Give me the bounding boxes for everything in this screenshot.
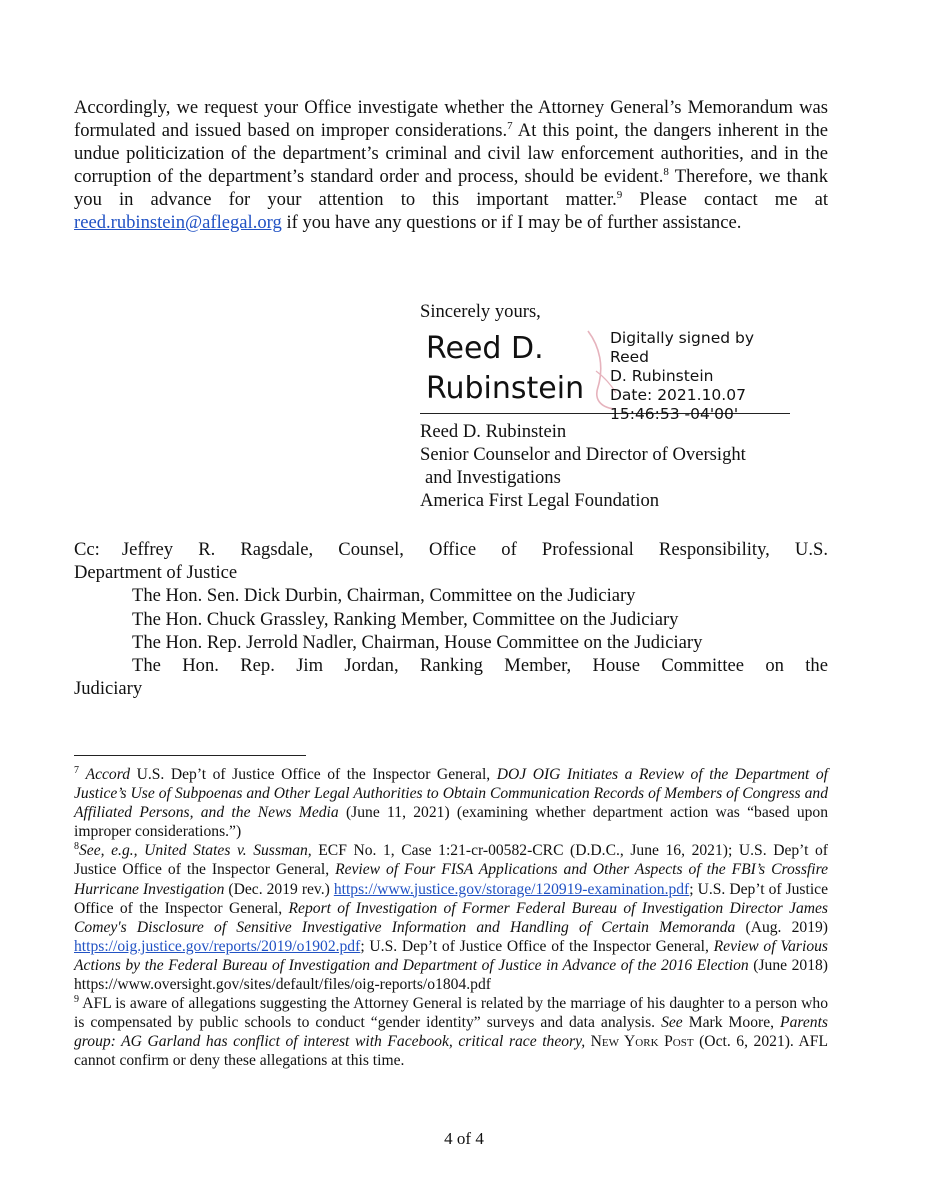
cc-line-5: The Hon. Rep. Jim Jordan, Ranking Member, House Committee on the bbox=[132, 655, 828, 677]
footnote-7: $^7$ Accord U.S. Dep’t of Justice Office of the Inspector General, DOJ OIG Initiates a Review of the Department of Justice’s Use of Subpoenas and Other Legal Authorities to Obtain Communication Records of Members of Congress and Affiliated Persons, and the News Media (June 11, 2021) (examining whether department action was “based upon improper considerations.”) bbox=[74, 764, 829, 841]
footnote-link-comey[interactable]: https://oig.justice.gov/reports/2019/o1902.pdf bbox=[74, 937, 361, 955]
footnotes bbox=[74, 765, 828, 1071]
cc-label: Cc: bbox=[74, 539, 100, 560]
signature-name: Reed D. Rubinstein bbox=[426, 331, 585, 406]
email-link[interactable]: reed.rubinstein@aflegal.org bbox=[74, 212, 282, 233]
signer-org: America First Legal Foundation bbox=[420, 490, 660, 511]
page-number: 4 of 4 bbox=[444, 1129, 484, 1148]
footnote-ref-8[interactable]: 8 bbox=[663, 165, 669, 178]
footnote-ref-9[interactable]: 9 bbox=[616, 188, 623, 201]
closing-salutation: Sincerely yours, bbox=[420, 301, 541, 322]
digital-signature[interactable] bbox=[420, 327, 790, 423]
signature-details: Digitally signed by Reed D. Rubinstein Date: 2021.10.07 15:46:53 -04'00' bbox=[610, 329, 755, 423]
signature-block bbox=[420, 300, 840, 512]
signer-name: Reed D. Rubinstein bbox=[420, 421, 567, 442]
cc-list bbox=[74, 538, 828, 700]
footnote-ref-7[interactable]: 7 bbox=[507, 119, 513, 132]
cc-line-1: Cc: Jeffrey R. Ragsdale, Counsel, Office of Professional Responsibility, U.S. bbox=[74, 539, 828, 560]
cc-line-4: The Hon. Rep. Jerrold Nadler, Chairman, House Committee on the Judiciary bbox=[132, 631, 703, 653]
cc-line-5-cont: Judiciary bbox=[74, 678, 143, 700]
footnote-8: $^8$See, e.g., United States v. Sussman, ECF No. 1, Case 1:21-cr-00582-CRC (D.D.C., June 16, 2021); U.S. Dep’t of Justice Office of the Inspector General, Review of Four FISA Applications and Other Aspects of the FBI’s Crossfire Hurricane Investigation (Dec. 2019 rev.) https://www.justice.gov/storage/120919-examination.pdf; U.S. Dep’t of Justice Office of the Inspector General, Report of Investigation of Former Federal Bureau of Investigation Director James Comey's Disclosure of Sensitive Investigative Information and Handling of Certain Memoranda (Aug. 2019) https://oig.justice.gov/reports/2019/o1902.pdf; U.S. Dep’t of Justice Office of the Inspector General, Review of Various Actions by the Federal Bureau of Investigation and Department of Justice in Advance of the 2016 Election (June 2018) https://www.oversight.gov/sites/default/files/oig-reports/o1804.pdf bbox=[74, 841, 829, 994]
cc-line-1-cont: Department of Justice bbox=[74, 562, 238, 584]
cc-line-2: The Hon. Sen. Dick Durbin, Chairman, Committee on the Judiciary bbox=[132, 585, 636, 607]
footnote-link-crossfire[interactable]: https://www.justice.gov/storage/120919-examination.pdf bbox=[333, 880, 690, 898]
cc-line-3: The Hon. Chuck Grassley, Ranking Member, Committee on the Judiciary bbox=[132, 608, 679, 630]
footnote-divider bbox=[74, 755, 306, 756]
letter-body bbox=[74, 96, 828, 234]
signer-title-cont: and Investigations bbox=[425, 467, 561, 488]
footnote-9: $^9$ AFL is aware of allegations suggesting the Attorney General is related by the marriage of his daughter to a person who is compensated by public schools to conduct “gender identity” surveys and data analysis. See Mark Moore, Parents group: AG Garland has conflict of interest with Facebook, critical race theory, New York Post (Oct. 6, 2021). AFL cannot confirm or deny these allegations at this time. bbox=[74, 993, 828, 1070]
closing-paragraph: Accordingly, we request your Office investigate whether the Attorney General’s Memorandum was formulated and issued based on improper considerations.$^7$ At this point, the dangers inherent in the undue politicization of the department’s criminal and civil law enforcement authorities, and in the corruption of the department’s standard order and process, should be evident.$^8$ Therefore, we thank you in advance for your attention to this important matter.$^9$ Please contact me at reed.rubinstein@aflegal.org if you have any questions or if I may be of further assistance. bbox=[74, 97, 829, 233]
signer-title: Senior Counselor and Director of Oversight bbox=[420, 444, 746, 465]
signer-info bbox=[420, 420, 840, 512]
